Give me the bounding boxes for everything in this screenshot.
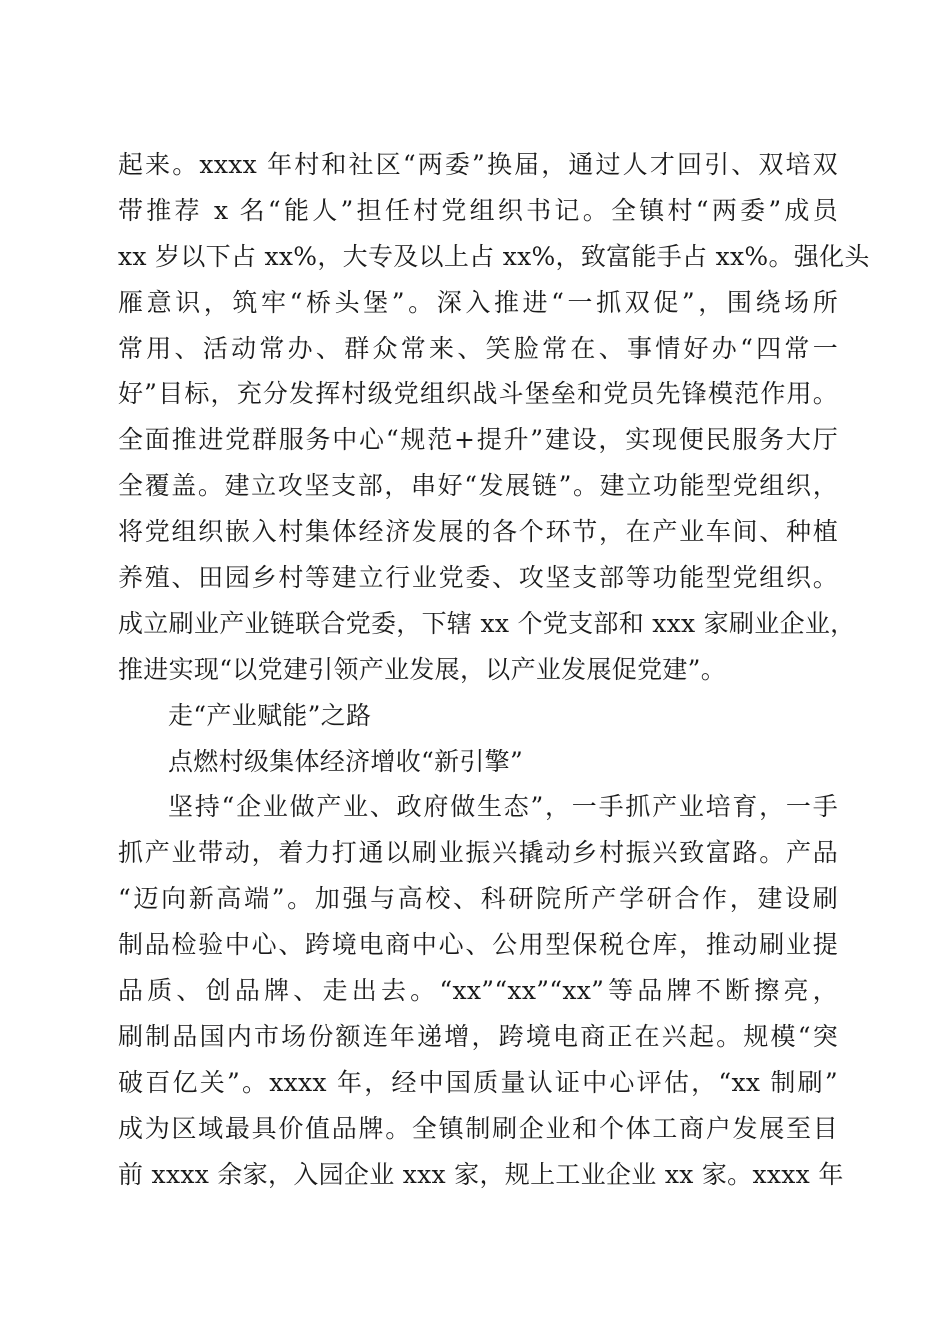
text-line: 坚持“企业做产业、政府做生态”，一手抓产业培育，一手 (168, 792, 838, 822)
text-line: 推进实现“以党建引领产业发展，以产业发展促党建”。 (118, 654, 727, 684)
text-line: 好”目标，充分发挥村级党组织战斗堡垒和党员先锋模范作用。 (118, 379, 838, 409)
text-line: 全面推进党群服务中心“规范+提升”建设，实现便民服务大厅 (118, 425, 838, 455)
text-line: 起来。xxxx 年村和社区“两委”换届，通过人才回引、双培双 (118, 150, 838, 179)
text-line: 品质、创品牌、走出去。“xx”“xx”“xx”等品牌不断擦亮， (118, 976, 838, 1006)
text-line: 将党组织嵌入村集体经济发展的各个环节，在产业车间、种植 (118, 517, 838, 547)
text-line: 全覆盖。建立攻坚支部，串好“发展链”。建立功能型党组织， (118, 471, 838, 501)
text-line: 养殖、田园乡村等建立行业党委、攻坚支部等功能型党组织。 (118, 563, 838, 593)
text-line: 刷制品国内市场份额连年递增，跨境电商正在兴起。规模“突 (118, 1021, 838, 1051)
text-line: 制品检验中心、跨境电商中心、公用型保税仓库，推动刷业提 (118, 930, 838, 960)
text-line: 成为区域最具价值品牌。全镇制刷企业和个体工商户发展至目 (118, 1113, 838, 1143)
section-heading-line: 走“产业赋能”之路 (168, 700, 372, 730)
text-line: 带推荐 x 名“能人”担任村党组织书记。全镇村“两委”成员 (118, 195, 838, 225)
text-line: xx 岁以下占 xx%，大专及以上占 xx%，致富能手占 xx%。强化头 (118, 241, 870, 271)
text-line: 成立刷业产业链联合党委，下辖 xx 个党支部和 xxx 家刷业企业， (118, 608, 856, 638)
section-heading-line: 点燃村级集体经济增收“新引擎” (168, 746, 524, 776)
text-line: 常用、活动常办、群众常来、笑脸常在、事情好办“四常一 (118, 333, 838, 363)
text-line: 雁意识，筑牢“桥头堡”。深入推进“一抓双促”，围绕场所 (118, 287, 838, 317)
text-line: “迈向新高端”。加强与高校、科研院所产学研合作，建设刷 (118, 884, 838, 914)
text-line: 抓产业带动，着力打通以刷业振兴撬动乡村振兴致富路。产品 (118, 838, 838, 868)
document-body (118, 142, 870, 1197)
text-line: 前 xxxx 余家，入园企业 xxx 家，规上工业企业 xx 家。xxxx 年 (118, 1159, 844, 1189)
text-line: 破百亿关”。xxxx 年，经中国质量认证中心评估，“xx 制刷” (118, 1067, 838, 1097)
